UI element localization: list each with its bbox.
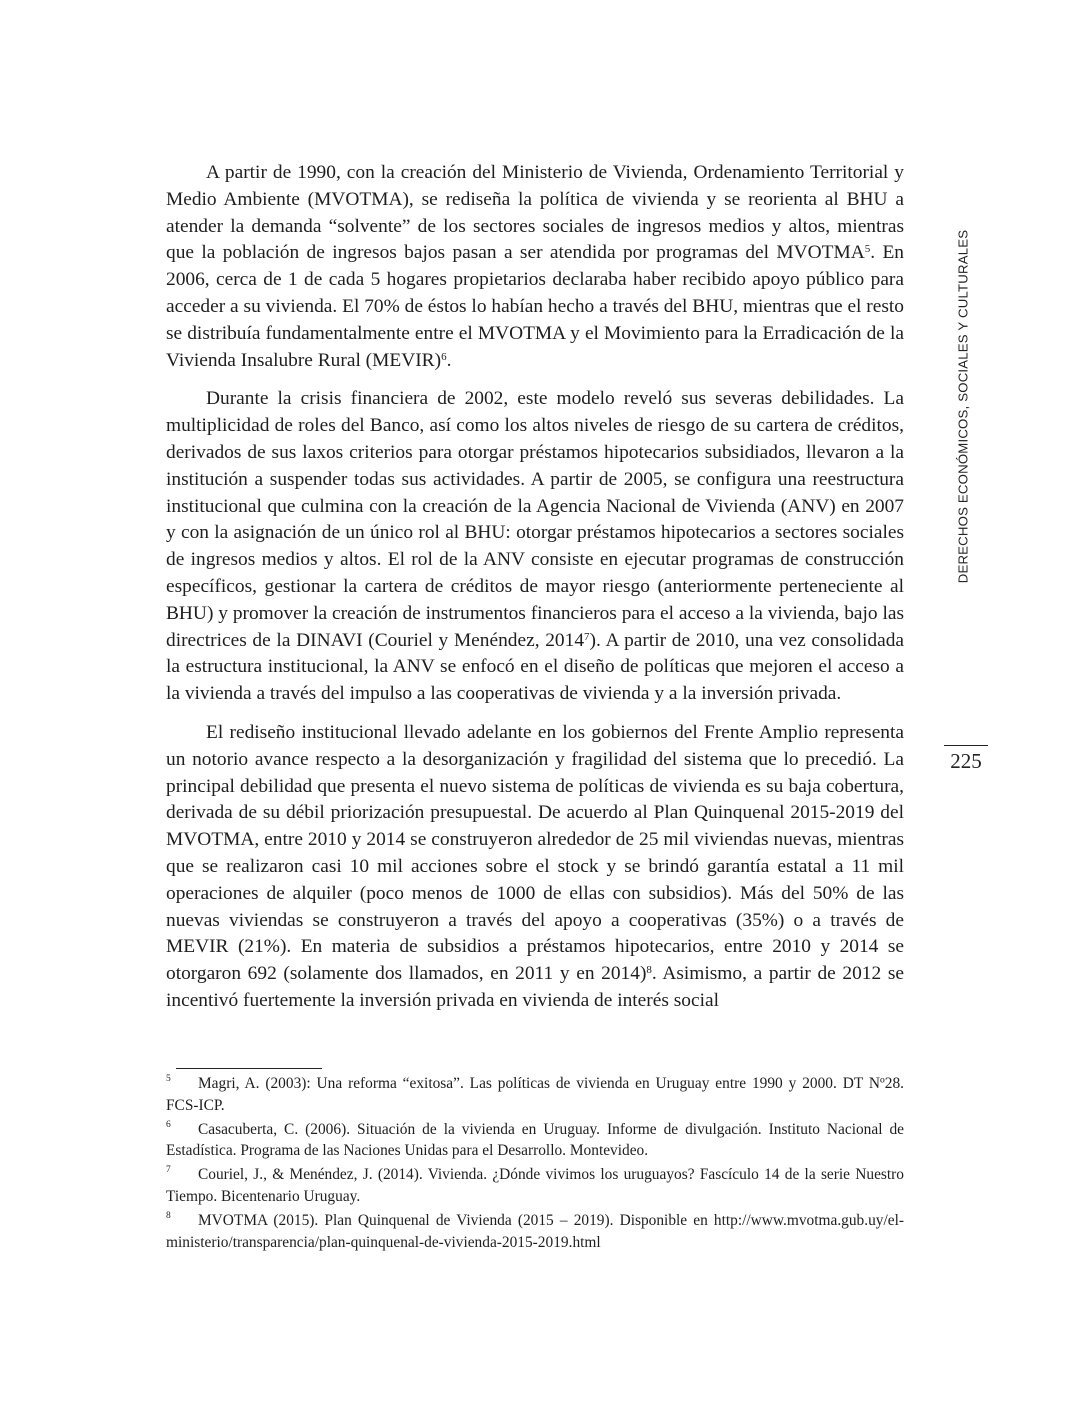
paragraph-text: . [446, 349, 452, 371]
paragraph-text: . Asimismo, a partir de 2012 se incentivó fuertemente la inversión privada en vivienda de interés social [166, 963, 904, 1011]
footnote-text: Casacuberta, C. (2006). Situación de la vivienda en Uruguay. Informe de divulgación. Instituto Nacional de Estadística. Programa de las Naciones Unidas para el Desarrollo. Montevideo. [166, 1120, 904, 1160]
paragraph-1 [166, 160, 904, 374]
footnote-text[interactable]: MVOTMA (2015). Plan Quinquenal de Vivienda (2015 – 2019). Disponible en http://www.mvotma.gub.uy/el-ministerio/transparencia/plan-quinquenal-de-vivienda-2015-2019.html [166, 1211, 904, 1251]
running-header-vertical [948, 229, 978, 583]
footnote-6: 6 Casacuberta, C. (2006). Situación de la vivienda en Uruguay. Informe de divulgación. Instituto Nacional de Estadística. Programa de las Naciones Unidas para el Desarrollo. Montevideo. [166, 1119, 904, 1160]
paragraph-text: A partir de 1990, con la creación del Ministerio de Vivienda, Ordenamiento Territorial y Medio Ambiente (MVOTMA), se rediseña la política de vivienda y se reorienta al BHU a atender la demanda “solvente” de los sectores sociales de ingresos medios y altos, mientras que la población de ingresos bajos pasan a ser atendida por programas del MVOTMA [166, 162, 904, 264]
paragraph-text: . En 2006, cerca de 1 de cada 5 hogares propietarios declaraba haber recibido apoyo público para acceder a su vivienda. El 70% de éstos lo habían hecho a través del BHU, mientras que el resto se distribuía fundamentalmente entre el MVOTMA y el Movimiento para la Erradicación de la Vivienda Insalubre Rural (MEVIR) [166, 242, 904, 371]
footnotes [166, 1073, 904, 1255]
paragraph-text: El rediseño institucional llevado adelante en los gobiernos del Frente Amplio representa un notorio avance respecto a la desorganización y fragilidad del sistema que lo precedió. La principal debilidad que presenta el nuevo sistema de políticas de vivienda es su baja cobertura, derivada de su débil priorización presupuestal. De acuerdo al Plan Quinquenal 2015-2019 del MVOTMA, entre 2010 y 2014 se construyeron alrededor de 25 mil viviendas nuevas, mientras que se realizaron casi 10 mil acciones sobre el stock y se brindó garantía estatal a 11 mil operaciones de alquiler (poco menos de 1000 de ellas con subsidios). Más del 50% de las nuevas viviendas se construyeron a través del apoyo a cooperativas (35%) o a través de MEVIR (21%). En materia de subsidios a préstamos hipotecarios, entre 2010 y 2014 se otorgaron 692 (solamente dos llamados, en 2011 y en 2014) [166, 721, 904, 985]
footnote-8: 8 MVOTMA (2015). Plan Quinquenal de Vivienda (2015 – 2019). Disponible en http://www.mvotma.gub.uy/el-ministerio/transparencia/plan-quinquenal-de-vivienda-2015-2019.html [166, 1210, 904, 1251]
footnote-ref-5[interactable]: 5 [864, 243, 871, 256]
page-number: 225 [944, 745, 988, 773]
paragraph-3 [166, 720, 904, 1015]
paragraph-text: Durante la crisis financiera de 2002, este modelo reveló sus severas debilidades. La multiplicidad de roles del Banco, así como los altos niveles de riesgo de su cartera de créditos, derivados de sus laxos criterios para otorgar préstamos hipotecarios subsidiados, llevaron a la institución a suspender todas sus actividades. A partir de 2005, se configura una reestructura institucional que culmina con la creación de la Agencia Nacional de Vivienda (ANV) en 2007 y con la asignación de un único rol al BHU: otorgar préstamos hipotecarios a sectores sociales de ingresos medios y altos. El rol de la ANV consiste en ejecutar programas de construcción específicos, gestionar la cartera de créditos de mayor riesgo (anteriormente perteneciente al BHU) y promover la creación de instrumentos financieros para el acceso a la vivienda, bajo las directrices de la DINAVI (Couriel y Menéndez, 2014 [166, 388, 904, 651]
footnote-ref-6[interactable]: 6 [441, 350, 447, 363]
paragraph-text: ). A partir de 2010, una vez consolidada la estructura institucional, la ANV se enfocó en el diseño de políticas que mejoren el acceso a la vivienda a través del impulso a las cooperativas de vivienda y a la inversión privada. [166, 629, 904, 705]
footnote-text: Couriel, J., & Menéndez, J. (2014). Vivienda. ¿Dónde vivimos los uruguayos? Fascículo 14 de la serie Nuestro Tiempo. Bicentenario Uruguay. [166, 1166, 904, 1205]
paragraph-2 [166, 386, 904, 708]
footnote-divider [176, 1068, 322, 1069]
footnote-text: Magri, A. (2003): Una reforma “exitosa”. Las políticas de vivienda en Uruguay entre 1990 y 2000. DT Nº28. FCS-ICP. [166, 1075, 904, 1114]
footnote-ref-8[interactable]: 8 [646, 964, 652, 977]
section-title: DERECHOS ECONÓMICOS, SOCIALES Y CULTURALES [955, 229, 971, 583]
footnote-ref-7[interactable]: 7 [584, 630, 590, 643]
footnote-7: 7 Couriel, J., & Menéndez, J. (2014). Vivienda. ¿Dónde vivimos los uruguayos? Fascículo 14 de la serie Nuestro Tiempo. Bicentenario Uruguay. [166, 1165, 904, 1205]
body-text [166, 160, 904, 1027]
footnote-5: 5 Magri, A. (2003): Una reforma “exitosa”. Las políticas de vivienda en Uruguay entre 1990 y 2000. DT Nº28. FCS-ICP. [166, 1074, 904, 1114]
